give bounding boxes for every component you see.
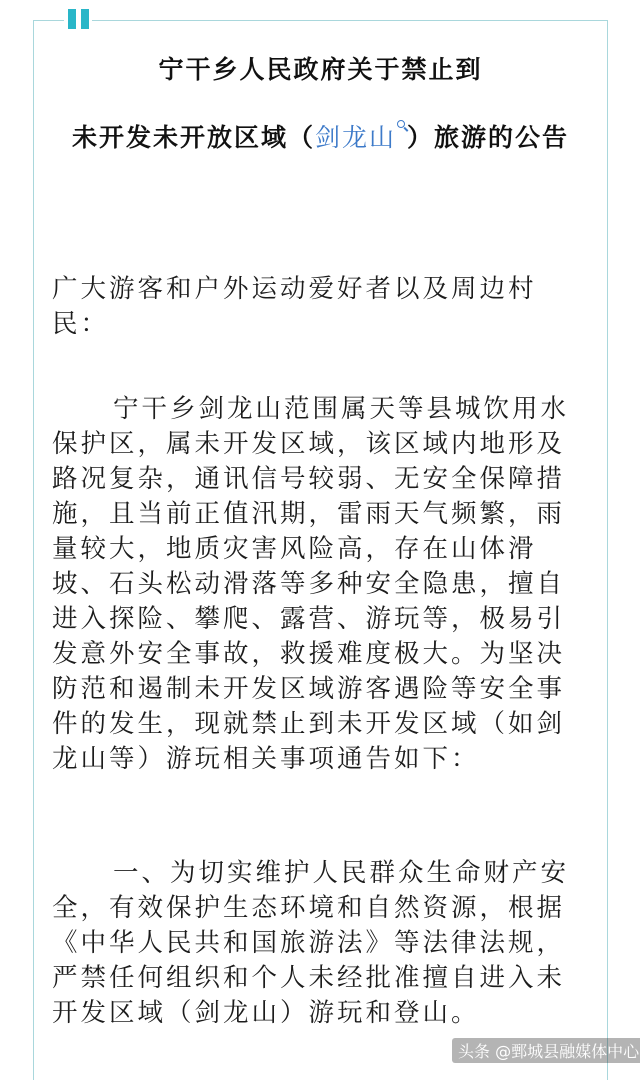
corner-bar xyxy=(68,9,76,29)
notice-title-line1: 宁干乡人民政府关于禁止到 xyxy=(158,55,483,84)
corner-bar xyxy=(81,9,89,29)
title-text: ）旅游的公告 xyxy=(407,123,570,152)
source-watermark: 头条 @鄄城县融媒体中心 xyxy=(452,1038,640,1063)
notice-title-line2 xyxy=(33,118,608,154)
keyword-link-jianlongshan[interactable]: 剑龙山 xyxy=(314,123,396,152)
title-text: 未开发未开放区域（ xyxy=(71,123,315,152)
paragraph-background: 宁干乡剑龙山范围属天等县城饮用水保护区，属未开发区域，该区域内地形及路况复杂，通讯信号较弱、无安全保障措施，且当前正值汛期，雷雨天气频繁，雨量较大，地质灾害风险高，存在山体滑坡、石头松动滑落等多种安全隐患，擅自进入探险、攀爬、露营、游玩等，极易引发意外安全事故，救援难度极大。为坚决防范和遏制未开发区域游客遇险等安全事件的发生，现就禁止到未开发区域（如剑龙山等）游玩相关事项通告如下： xyxy=(52,394,570,774)
paragraph-rule-one: 一、为切实维护人民群众生命财产安全，有效保护生态环境和自然资源，根据《中华人民共和国旅游法》等法律法规，严禁任何组织和个人未经批准擅自进入未开发区域（剑龙山）游玩和登山。 xyxy=(52,858,570,1028)
corner-decoration xyxy=(64,8,92,30)
salutation: 广大游客和户外运动爱好者以及周边村民： xyxy=(52,274,537,339)
search-icon[interactable] xyxy=(397,120,407,134)
